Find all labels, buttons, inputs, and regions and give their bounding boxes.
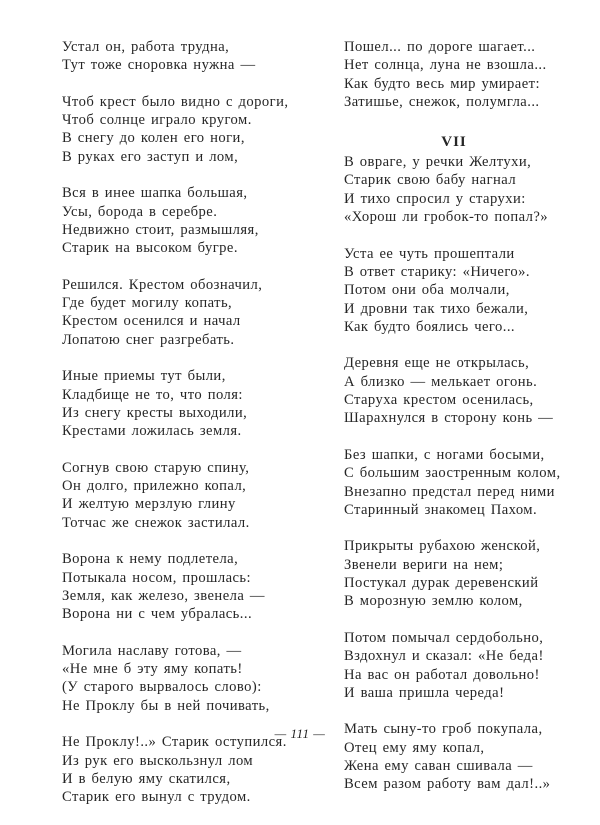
verse-line: Вздохнул и сказал: «Не беда!	[344, 648, 544, 665]
verse-line: Старинный знакомец Пахом.	[344, 501, 538, 518]
verse-line: И дровни так тихо бежали,	[344, 300, 529, 317]
stanza	[62, 276, 312, 349]
verse-line: Мать сыну-то гроб покупала,	[344, 721, 543, 738]
verse-line: Отец ему яму копал,	[344, 739, 485, 756]
stanza	[62, 93, 312, 166]
verse-line: Устал он, работа трудна,	[62, 39, 230, 55]
verse-line: Чтоб крест было видно с дороги,	[62, 93, 289, 110]
verse-line: Крестами ложилась земля.	[62, 423, 242, 440]
verse-line: Где будет могилу копать,	[62, 295, 233, 312]
verse-line: Согнув свою старую спину,	[62, 459, 250, 476]
stanza	[344, 446, 589, 519]
stanza	[62, 38, 312, 75]
verse-line: В снегу до колен его ноги,	[62, 130, 245, 147]
stanza	[62, 367, 312, 440]
verse-line: Не Проклу!..» Старик оступился.	[62, 734, 287, 751]
verse-line: Без шапки, с ногами босыми,	[344, 446, 545, 463]
verse-line: Всем разом работу вам дал!..»	[344, 776, 551, 793]
verse-line: Он долго, прилежно копал,	[62, 478, 247, 495]
verse-line: Лопатою снег разгребать.	[62, 331, 235, 348]
verse-line: Из рук его выскользнул лом	[62, 752, 254, 769]
verse-line: В ответ старику: «Ничего».	[344, 263, 531, 280]
verse-line: Старуха крестом осенилась,	[344, 392, 534, 409]
verse-line: Решился. Крестом обозначил,	[62, 276, 263, 293]
verse-line: Кладбище не то, что поля:	[62, 386, 243, 403]
stanza	[344, 38, 589, 111]
verse-line: А близко — мелькает огонь.	[344, 373, 538, 390]
stanza	[62, 459, 312, 532]
verse-line: Усы, борода в серебре.	[62, 203, 218, 220]
verse-line: Не Проклу бы в ней почивать,	[62, 697, 270, 714]
verse-line: Вся в инее шапка большая,	[62, 185, 248, 202]
verse-line: Могила наславу готова, —	[62, 642, 242, 659]
verse-line: Постукал дурак деревенский	[344, 575, 539, 592]
verse-line: Потом они оба молчали,	[344, 282, 510, 299]
verse-line: Затишье, снежок, полумгла...	[344, 93, 540, 110]
verse-line: Потом помычал сердобольно,	[344, 629, 544, 646]
verse-line: Потыкала носом, прошлась:	[62, 569, 252, 586]
stanza	[62, 642, 312, 715]
verse-line: «Не мне б эту яму копать!	[62, 661, 243, 678]
verse-line: Как будто боялись чего...	[344, 318, 516, 335]
verse-line: Старик его вынул с трудом.	[62, 789, 251, 806]
verse-line: «Хорош ли гробок-то попал?»	[344, 209, 549, 226]
verse-line: Старик на высоком бугре.	[62, 240, 238, 257]
right-column	[344, 38, 589, 812]
right-stanzas	[344, 153, 589, 793]
stanza	[344, 537, 589, 610]
left-column	[62, 38, 312, 825]
stanza	[344, 354, 589, 427]
verse-line: Земля, как железо, звенела —	[62, 587, 265, 604]
verse-line: Жена ему саван сшивала —	[344, 757, 533, 774]
verse-line: Из снегу кресты выходили,	[62, 404, 248, 421]
verse-line: И желтую мерзлую глину	[62, 496, 236, 513]
verse-line: Пошел... по дороге шагает...	[344, 39, 536, 55]
verse-line: Деревня еще не открылась,	[344, 355, 530, 372]
verse-line: Недвижно стоит, размышляя,	[62, 221, 259, 238]
verse-line: Звенели вериги на нем;	[344, 556, 504, 573]
verse-line: Ворона к нему подлетела,	[62, 551, 239, 568]
stanza	[344, 245, 589, 336]
stanza	[62, 733, 312, 806]
verse-line: Тут тоже сноровка нужна —	[62, 57, 256, 74]
verse-line: Чтоб солнце играло кругом.	[62, 112, 252, 129]
verse-line: И ваша пришла череда!	[344, 684, 505, 701]
stanza	[62, 550, 312, 623]
verse-line: Шарахнулся в сторону конь —	[344, 410, 554, 427]
verse-line: На вас он работал довольно!	[344, 666, 540, 683]
verse-line: Внезапно предстал перед ними	[344, 483, 555, 500]
stanza	[344, 629, 589, 702]
verse-line: С большим заостренным колом,	[344, 465, 561, 482]
verse-line: Крестом осенился и начал	[62, 313, 241, 330]
stanza	[62, 184, 312, 257]
verse-line: В руках его заступ и лом,	[62, 148, 239, 165]
stanza	[344, 153, 589, 226]
verse-line: Тотчас же снежок застилал.	[62, 514, 250, 531]
page-number: — 111 —	[274, 726, 326, 741]
verse-line: В морозную землю колом,	[344, 593, 523, 610]
section-heading: VII	[441, 134, 467, 151]
verse-line: Старик свою бабу нагнал	[344, 172, 517, 189]
verse-line: И в белую яму скатился,	[62, 770, 231, 787]
verse-line: Ворона ни с чем убралась...	[62, 606, 253, 623]
verse-line: (У старого вырвалось слово):	[62, 679, 262, 696]
verse-line: Прикрыты рубахою женской,	[344, 538, 541, 555]
verse-line: Как будто весь мир умирает:	[344, 75, 540, 92]
verse-line: И тихо спросил у старухи:	[344, 190, 526, 207]
verse-line: Уста ее чуть прошептали	[344, 245, 515, 262]
verse-line: Нет солнца, луна не взошла...	[344, 57, 547, 74]
verse-line: В овраге, у речки Желтухи,	[344, 154, 532, 171]
verse-line: Иные приемы тут были,	[62, 368, 226, 385]
